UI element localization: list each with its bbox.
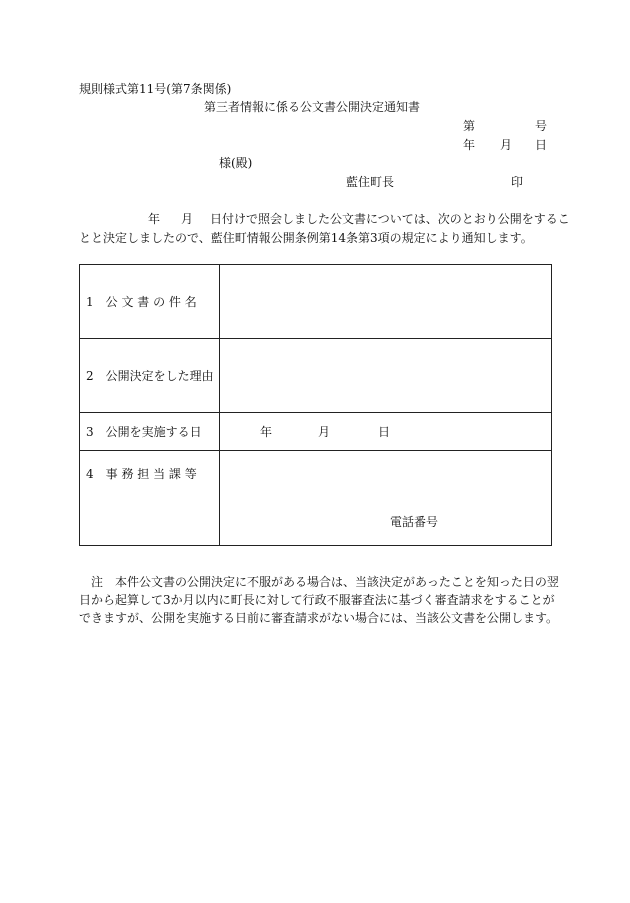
field-reason xyxy=(220,339,552,413)
addressee: 様(殿) xyxy=(219,156,253,170)
document-title: 第三者情報に係る公文書公開決定通知書 xyxy=(204,100,421,114)
label-document-name: 1 公 文 書 の 件 名 xyxy=(80,265,220,339)
date-day: 日 xyxy=(535,138,548,152)
date-year: 年 xyxy=(463,138,476,152)
date-month: 月 xyxy=(500,138,513,152)
label-department: 4 事 務 担 当 課 等 xyxy=(80,451,220,546)
field-document-name xyxy=(220,265,552,339)
telephone-label: 電話番号 xyxy=(390,515,439,529)
note-line1: 注 本件公文書の公開決定に不服がある場合は、当該決定があったことを知った日の翌 xyxy=(79,575,559,589)
disclosure-month: 月 xyxy=(318,425,331,439)
body-year: 年 xyxy=(148,212,161,226)
info-table xyxy=(79,264,552,546)
label-reason: 2 公開決定をした理由 xyxy=(80,339,220,413)
disclosure-year: 年 xyxy=(260,425,273,439)
table-row xyxy=(80,339,552,413)
sender: 藍住町長 xyxy=(346,175,395,189)
disclosure-day: 日 xyxy=(378,425,391,439)
table-row xyxy=(80,451,552,546)
field-disclosure-date xyxy=(220,413,552,451)
body-month: 月 xyxy=(181,212,194,226)
doc-no-suffix: 号 xyxy=(535,119,548,133)
note-line3: できますが、公開を実施する日前に審査請求がない場合には、当該公文書を公開します。 xyxy=(79,611,559,625)
doc-no-prefix: 第 xyxy=(463,119,476,133)
field-department xyxy=(220,451,552,546)
label-disclosure-date: 3 公開を実施する日 xyxy=(80,413,220,451)
table-row xyxy=(80,265,552,339)
note-line2: 日から起算して3か月以内に町長に対して行政不服審査法に基づく審査請求をすることが xyxy=(79,593,555,607)
body-line2: とと決定しましたので、藍住町情報公開条例第14条第3項の規定により通知します。 xyxy=(79,231,533,245)
form-id: 規則様式第11号(第7条関係) xyxy=(79,82,232,96)
body-line1: 日付けで照会しました公文書については、次のとおり公開をするこ xyxy=(210,212,570,226)
table-row xyxy=(80,413,552,451)
seal-mark: 印 xyxy=(511,175,524,189)
